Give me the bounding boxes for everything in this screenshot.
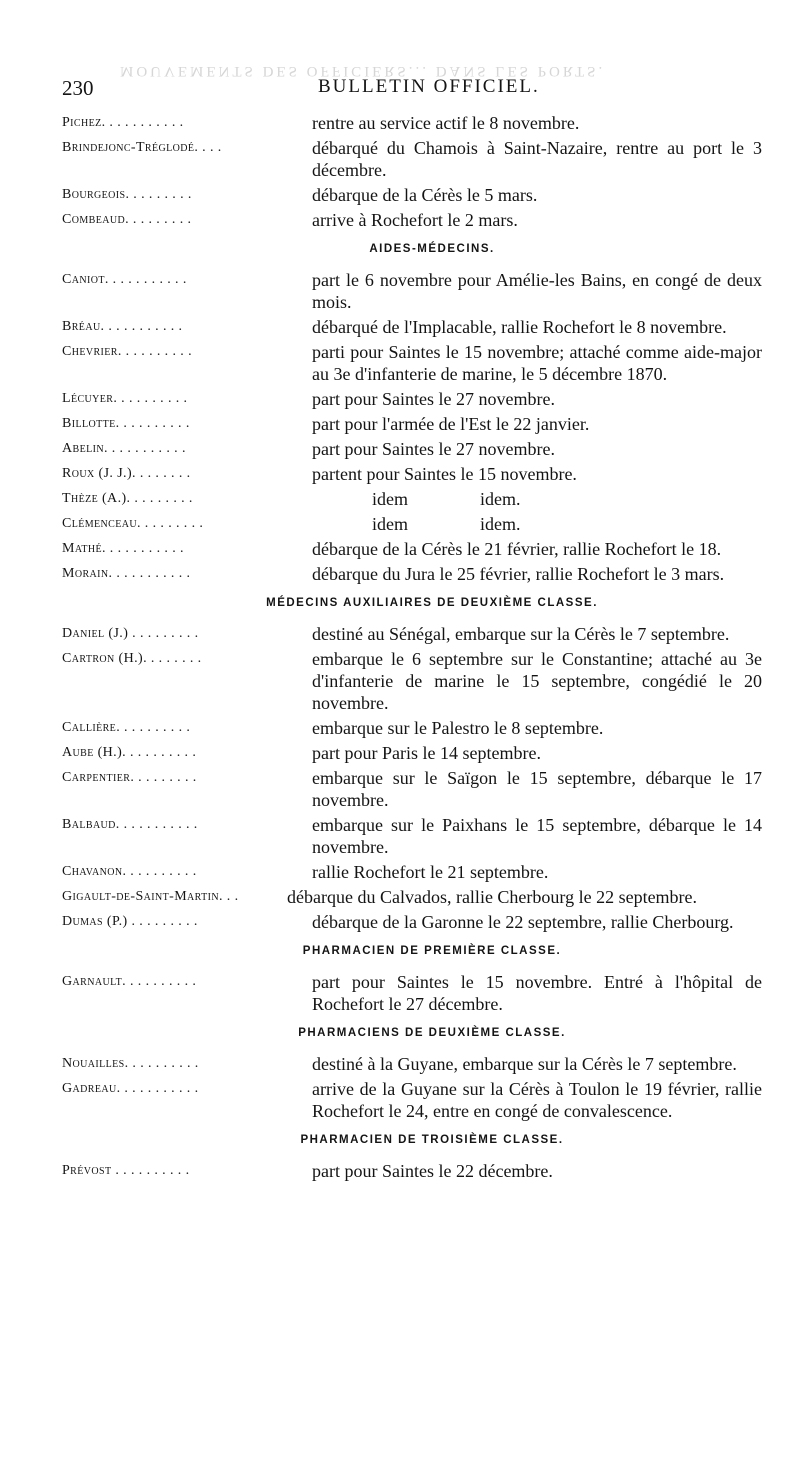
- entry-description: part pour Saintes le 15 novembre. Entré à l'hôpital de Rochefort le 27 décembre.: [312, 972, 762, 1014]
- entry-row: [62, 463, 762, 485]
- entry-description: part pour Paris le 14 septembre.: [312, 743, 541, 763]
- entry-row: [62, 184, 762, 206]
- entry-name: Brindejonc-Tréglodé. . . .: [62, 140, 222, 155]
- section-title: AIDES-MÉDECINS.: [369, 243, 495, 255]
- entry-row: [62, 438, 762, 460]
- entry-description: débarqué de l'Implacable, rallie Rochefort le 8 novembre.: [312, 317, 727, 337]
- entry-row: [62, 911, 762, 933]
- entry-row: [62, 137, 762, 181]
- entry-name: Gadreau. . . . . . . . . . .: [62, 1081, 199, 1096]
- entry-name: Carpentier. . . . . . . . .: [62, 770, 197, 785]
- page-number: 230: [62, 76, 94, 100]
- entry-description: rentre au service actif le 8 novembre.: [312, 113, 580, 133]
- entries-list: [62, 112, 762, 1185]
- entry-description: arrive à Rochefort le 2 mars.: [312, 210, 518, 230]
- entry-description: idem idem.: [372, 489, 521, 509]
- entry-row: [62, 1160, 762, 1182]
- bleed-through-text: MOUVEMENTS DES OFFICIERS... DANS LES PORTS.: [120, 63, 606, 79]
- entry-row: [62, 341, 762, 385]
- section-title: MÉDECINS AUXILIAIRES DE DEUXIÈME CLASSE.: [266, 597, 598, 609]
- entry-name: Chevrier. . . . . . . . . .: [62, 344, 192, 359]
- entry-row: [62, 513, 762, 535]
- entry-name: Cartron (H.). . . . . . . .: [62, 651, 202, 666]
- entry-row: [62, 269, 762, 313]
- section-title: PHARMACIENS DE DEUXIÈME CLASSE.: [298, 1027, 566, 1039]
- entry-row: [62, 861, 762, 883]
- entry-name: Combeaud. . . . . . . . .: [62, 212, 192, 227]
- section-title: PHARMACIEN DE TROISIÈME CLASSE.: [300, 1134, 564, 1146]
- entry-row: [62, 1053, 762, 1075]
- entry-description: embarque sur le Saïgon le 15 septembre, débarque le 17 novembre.: [312, 768, 762, 810]
- entry-name: Garnault. . . . . . . . . .: [62, 974, 197, 989]
- entry-row: [62, 112, 762, 134]
- entry-name: Morain. . . . . . . . . . .: [62, 566, 191, 581]
- entry-name: Thèze (A.). . . . . . . . .: [62, 491, 193, 506]
- entry-row: [62, 209, 762, 231]
- entry-description: embarque sur le Palestro le 8 septembre.: [312, 718, 604, 738]
- entry-description: part le 6 novembre pour Amélie-les Bains, en congé de deux mois.: [312, 270, 762, 312]
- entry-name: Pichez. . . . . . . . . . .: [62, 115, 184, 130]
- entry-row: [62, 316, 762, 338]
- entry-description: idem idem.: [372, 514, 521, 534]
- entry-description: destiné à la Guyane, embarque sur la Cérès le 7 septembre.: [312, 1054, 737, 1074]
- entry-description: part pour l'armée de l'Est le 22 janvier.: [312, 414, 590, 434]
- entry-name: Nouailles. . . . . . . . . .: [62, 1056, 199, 1071]
- entry-description: rallie Rochefort le 21 septembre.: [312, 862, 549, 882]
- entry-description: parti pour Saintes le 15 novembre; attaché comme aide-major au 3e d'infanterie de marine, le 5 décembre 1870.: [312, 342, 762, 384]
- entry-row: [62, 488, 762, 510]
- entry-description: débarque de la Cérès le 5 mars.: [312, 185, 538, 205]
- entry-name: Callière. . . . . . . . . .: [62, 720, 191, 735]
- entry-description: part pour Saintes le 27 novembre.: [312, 439, 555, 459]
- entry-row: [62, 538, 762, 560]
- entry-name: Bréau. . . . . . . . . . .: [62, 319, 183, 334]
- entry-name: Dumas (P.) . . . . . . . . .: [62, 914, 198, 929]
- entry-row: [62, 388, 762, 410]
- entry-name: Roux (J. J.). . . . . . . .: [62, 466, 191, 481]
- entry-description: débarque de la Garonne le 22 septembre, rallie Cherbourg.: [312, 912, 734, 932]
- entry-description: embarque le 6 septembre sur le Constantine; attaché au 3e d'infanterie de marine le 15 septembre, congédié le 20 novembre.: [312, 649, 762, 713]
- entry-row: [62, 623, 762, 645]
- page-header: [62, 76, 762, 106]
- entry-name: Abelin. . . . . . . . . . .: [62, 441, 186, 456]
- entry-name: Clémenceau. . . . . . . . .: [62, 516, 204, 531]
- entry-name: Daniel (J.) . . . . . . . . .: [62, 626, 199, 641]
- entry-row: [62, 717, 762, 739]
- entry-name: Chavanon. . . . . . . . . .: [62, 864, 197, 879]
- entry-description: partent pour Saintes le 15 novembre.: [312, 464, 577, 484]
- entry-name: Bourgeois. . . . . . . . .: [62, 187, 192, 202]
- entry-description: débarque du Calvados, rallie Cherbourg le 22 septembre.: [287, 887, 698, 907]
- entry-description: embarque sur le Paixhans le 15 septembre, débarque le 14 novembre.: [312, 815, 762, 857]
- entry-row: [62, 767, 762, 811]
- entry-name: Prévost . . . . . . . . . .: [62, 1163, 190, 1178]
- entry-description: débarqué du Chamois à Saint-Nazaire, rentre au port le 3 décembre.: [312, 138, 762, 180]
- entry-name: Billotte. . . . . . . . . .: [62, 416, 190, 431]
- entry-row: [62, 886, 762, 908]
- entry-description: destiné au Sénégal, embarque sur la Cérès le 7 septembre.: [312, 624, 730, 644]
- entry-description: arrive de la Guyane sur la Cérès à Toulon le 19 février, rallie Rochefort le 24, entre en congé de convalescence.: [312, 1079, 762, 1121]
- entry-row: [62, 742, 762, 764]
- entry-row: [62, 1078, 762, 1122]
- entry-name: Lécuyer. . . . . . . . . .: [62, 391, 188, 406]
- entry-row: [62, 648, 762, 714]
- entry-row: [62, 814, 762, 858]
- entry-name: Mathé. . . . . . . . . . .: [62, 541, 184, 556]
- entry-description: part pour Saintes le 27 novembre.: [312, 389, 555, 409]
- entry-name: Balbaud. . . . . . . . . . .: [62, 817, 198, 832]
- entry-description: débarque du Jura le 25 février, rallie Rochefort le 3 mars.: [312, 564, 725, 584]
- entry-row: [62, 971, 762, 1015]
- section-title: PHARMACIEN DE PREMIÈRE CLASSE.: [302, 945, 562, 957]
- entry-name: Caniot. . . . . . . . . . .: [62, 272, 187, 287]
- entry-description: part pour Saintes le 22 décembre.: [312, 1161, 553, 1181]
- entry-row: [62, 413, 762, 435]
- running-title: BULLETIN OFFICIEL.: [318, 76, 540, 97]
- entry-description: débarque de la Cérès le 21 février, rallie Rochefort le 18.: [312, 539, 722, 559]
- entry-name: Gigault-de-Saint-Martin. . .: [62, 889, 239, 904]
- entry-name: Aube (H.). . . . . . . . . .: [62, 745, 197, 760]
- entry-row: [62, 563, 762, 585]
